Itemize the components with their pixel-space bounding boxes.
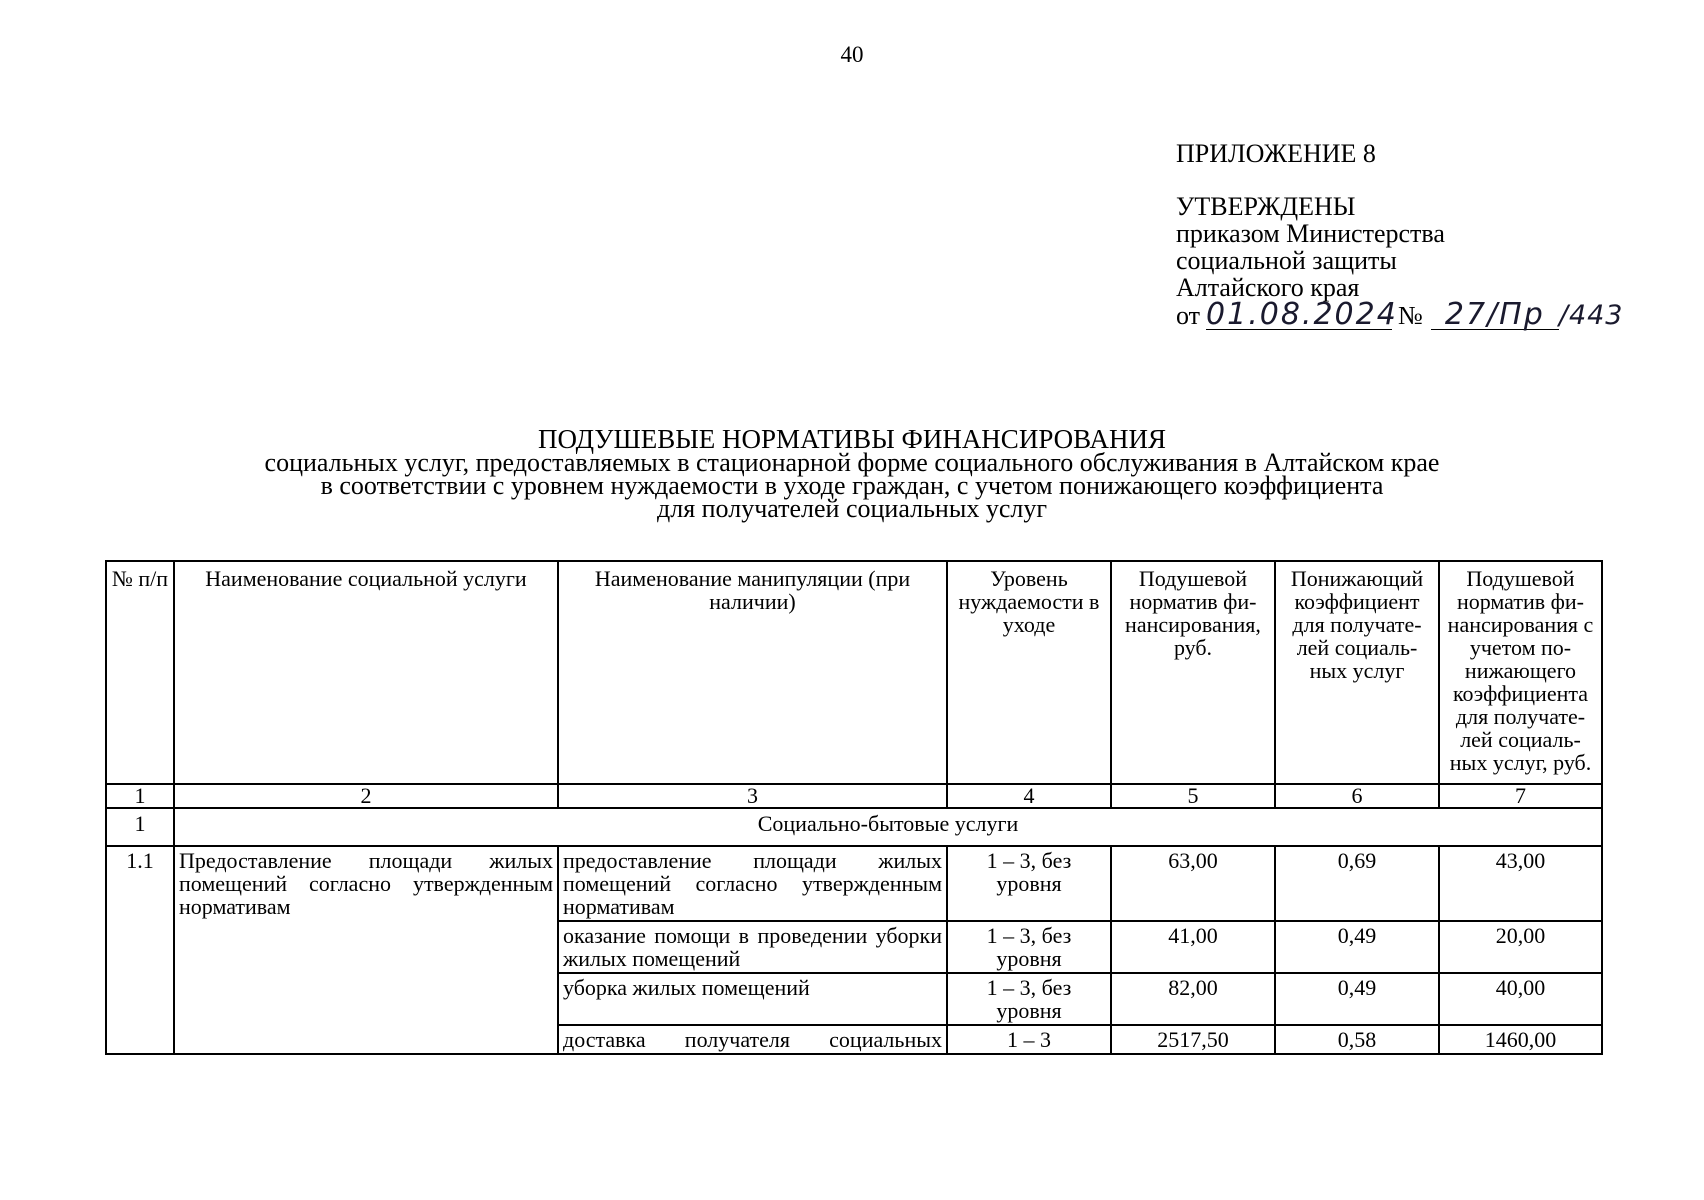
approval-line-3: Алтайского края <box>1176 273 1360 302</box>
number-label: № <box>1398 301 1423 330</box>
title-line-2: социальных услуг, предоставляемых в стационарной форме социального обслуживания в Алтайском крае <box>264 448 1440 477</box>
column-number: 5 <box>1111 784 1275 808</box>
header-norm: Подушевой норматив фи-нансирования, руб. <box>1111 561 1275 784</box>
title-line-3: в соответствии с уровнем нуждаемости в уходе граждан, с учетом понижающего коэффициента <box>320 471 1384 500</box>
header-norm-with-coefficient: Подушевой норматив фи-нансирования с учетом по-нижающего коэффициента для получате-лей социаль-ных услуг, руб. <box>1439 561 1602 784</box>
row-coefficient: 0,69 <box>1275 846 1439 921</box>
section-row <box>106 808 1602 846</box>
approved-label: УТВЕРЖДЕНЫ <box>1176 192 1356 221</box>
row-result: 43,00 <box>1439 846 1602 921</box>
row-manipulation: предоставление площади жилых помещений согласно утвержденным нормативам <box>558 846 947 921</box>
row-care-level: 1 – 3 <box>947 1025 1111 1054</box>
financing-norms-table <box>105 560 1603 1055</box>
table-header-row <box>106 561 1602 784</box>
order-date-handwritten: 01.08.2024 <box>1206 297 1398 332</box>
header-number: № п/п <box>106 561 174 784</box>
header-coefficient: Понижающий коэффициент для получате-лей социаль-ных услуг <box>1275 561 1439 784</box>
column-number: 6 <box>1275 784 1439 808</box>
column-number: 3 <box>558 784 947 808</box>
row-manipulation: уборка жилых помещений <box>558 973 947 1025</box>
row-norm: 63,00 <box>1111 846 1275 921</box>
row-result: 40,00 <box>1439 973 1602 1025</box>
appendix-title: ПРИЛОЖЕНИЕ 8 <box>1176 139 1376 168</box>
row-norm: 2517,50 <box>1111 1025 1275 1054</box>
document-title <box>0 424 1704 523</box>
title-line-1: ПОДУШЕВЫЕ НОРМАТИВЫ ФИНАНСИРОВАНИЯ <box>538 424 1166 454</box>
column-number-row <box>106 784 1602 808</box>
approval-line-2: социальной защиты <box>1176 246 1397 275</box>
header-care-level: Уровень нуждаемости в уходе <box>947 561 1111 784</box>
order-number-suffix: /443 <box>1558 300 1624 331</box>
section-number: 1 <box>106 808 174 846</box>
row-norm: 82,00 <box>1111 973 1275 1025</box>
row-coefficient: 0,49 <box>1275 921 1439 973</box>
row-result: 1460,00 <box>1439 1025 1602 1054</box>
row-care-level: 1 – 3, без уровня <box>947 846 1111 921</box>
item-number: 1.1 <box>106 846 174 1054</box>
column-number: 4 <box>947 784 1111 808</box>
row-manipulation: доставка получателя социальных <box>558 1025 947 1054</box>
order-number-handwritten: 27/Пр <box>1431 301 1559 330</box>
date-prefix: от <box>1176 301 1201 330</box>
row-care-level: 1 – 3, без уровня <box>947 973 1111 1025</box>
row-manipulation: оказание помощи в проведении уборки жилых помещений <box>558 921 947 973</box>
column-number: 1 <box>106 784 174 808</box>
row-coefficient: 0,58 <box>1275 1025 1439 1054</box>
title-line-4: для получателей социальных услуг <box>656 494 1047 523</box>
approval-line-1: приказом Министерства <box>1176 219 1445 248</box>
table-row <box>106 846 1602 921</box>
row-norm: 41,00 <box>1111 921 1275 973</box>
row-care-level: 1 – 3, без уровня <box>947 921 1111 973</box>
column-number: 7 <box>1439 784 1602 808</box>
header-service: Наименование социальной услуги <box>174 561 558 784</box>
approval-block <box>1176 140 1623 330</box>
item-service: Предоставление площади жилых помещений согласно утвержденным нормативам <box>174 846 558 1054</box>
page-number: 40 <box>840 42 864 67</box>
header-manipulation: Наименование манипуляции (при наличии) <box>558 561 947 784</box>
row-result: 20,00 <box>1439 921 1602 973</box>
column-number: 2 <box>174 784 558 808</box>
order-date-number-row <box>1176 297 1624 332</box>
section-title: Социально-бытовые услуги <box>174 808 1602 846</box>
row-coefficient: 0,49 <box>1275 973 1439 1025</box>
